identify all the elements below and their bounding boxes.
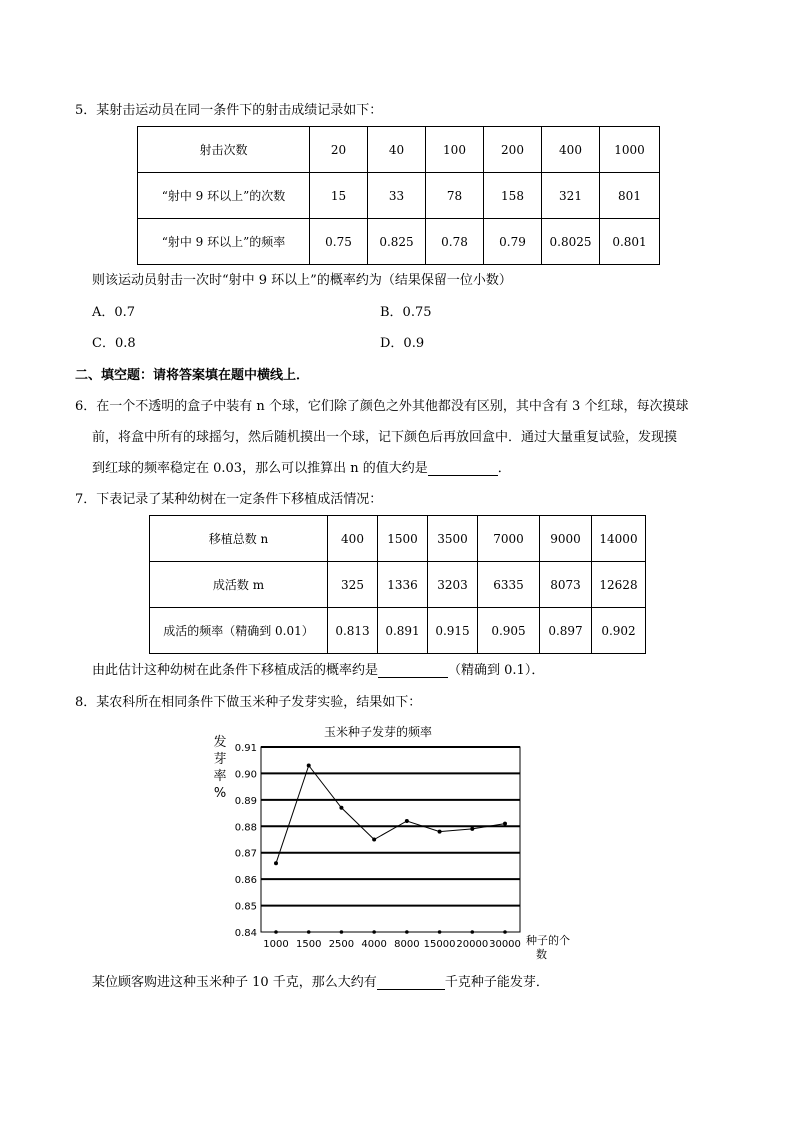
- q6-line3: [92, 462, 511, 476]
- section-2-title: 二、填空题：请将答案填在题中横线上．: [75, 368, 310, 383]
- q7-table-cell: 1500: [378, 516, 428, 562]
- q5-table-cell: 0.801: [600, 219, 660, 265]
- y-tick-label: 0.86: [234, 875, 257, 887]
- q7-table-cell: 3203: [428, 562, 478, 608]
- x-axis-marker: [274, 930, 278, 934]
- data-point: [438, 830, 442, 834]
- q7-table-row-header: 移植总数 n: [150, 516, 328, 562]
- q5-table-cell: 0.79: [484, 219, 542, 265]
- q7-table-cell: 0.902: [592, 608, 646, 654]
- q7-table-cell: 0.905: [478, 608, 540, 654]
- x-tick-label: 20000: [456, 939, 489, 950]
- q8-question-text: 某位顾客购进这种玉米种子 10 千克，那么大约有: [92, 975, 377, 990]
- q5-table-cell: 321: [542, 173, 600, 219]
- q5-table-row-header: 射击次数: [138, 127, 310, 173]
- q5-table-row-header: “射中 9 环以上”的次数: [138, 173, 310, 219]
- q8-stem: 8．某农科所在相同条件下做玉米种子发芽实验，结果如下：: [75, 695, 422, 710]
- svg-text:种子的个: 种子的个: [526, 934, 570, 947]
- y-tick-label: 0.89: [234, 795, 257, 807]
- q7-table-cell: 12628: [592, 562, 646, 608]
- q7-table-cell: 6335: [478, 562, 540, 608]
- q5-table-cell: 0.825: [368, 219, 426, 265]
- option-a: A．0.7: [92, 305, 136, 320]
- q7-after-end: （精确到 0.1）．: [448, 663, 545, 678]
- q5-table-cell: 0.8025: [542, 219, 600, 265]
- data-point: [470, 827, 474, 831]
- q7-table-cell: 3500: [428, 516, 478, 562]
- q6-line3-text: 到红球的频率稳定在 0.03，那么可以推算出 n 的值大约是: [92, 461, 428, 476]
- q5-table: [137, 126, 660, 265]
- q7-table-row: [150, 562, 646, 608]
- x-tick-label: 2500: [328, 939, 355, 950]
- x-tick-label: 8000: [394, 939, 420, 950]
- q5-table-cell: 0.78: [426, 219, 484, 265]
- x-tick-label: 1500: [295, 939, 322, 950]
- q5-table-cell: 15: [310, 173, 368, 219]
- q5-table-cell: 20: [310, 127, 368, 173]
- q7-after: [92, 664, 544, 678]
- option-d: D．0.9: [380, 336, 425, 351]
- q8-question-end: 千克种子能发芽．: [444, 975, 549, 990]
- y-tick-label: 0.90: [234, 769, 257, 781]
- x-axis-marker: [438, 930, 442, 934]
- chart-xlabel: [526, 934, 570, 961]
- q7-table-cell: 1336: [378, 562, 428, 608]
- q7-table-cell: 0.915: [428, 608, 478, 654]
- data-point: [339, 806, 343, 810]
- chart-ylabel: [213, 735, 226, 801]
- q7-table-cell: 0.891: [378, 608, 428, 654]
- data-point: [307, 764, 311, 768]
- q5-question: 则该运动员射击一次时“射中 9 环以上”的概率约为（结果保留一位小数）: [92, 273, 512, 288]
- x-tick-label: 30000: [489, 939, 521, 950]
- q6-answer-blank[interactable]: [428, 462, 498, 476]
- q5-table-row: [138, 127, 660, 173]
- x-axis-marker: [503, 930, 507, 934]
- q5-table-row-header: “射中 9 环以上”的频率: [138, 219, 310, 265]
- q7-answer-blank[interactable]: [378, 664, 448, 678]
- q7-table-cell: 9000: [540, 516, 592, 562]
- q5-table-row: [138, 219, 660, 265]
- svg-text:率: 率: [213, 769, 227, 784]
- q7-table-cell: 400: [328, 516, 378, 562]
- q5-table-cell: 801: [600, 173, 660, 219]
- option-c: C．0.8: [92, 336, 136, 351]
- chart-title: 玉米种子发芽的频率: [323, 725, 433, 739]
- q7-table-row: [150, 608, 646, 654]
- q7-table-cell: 0.813: [328, 608, 378, 654]
- q8-question: [92, 976, 549, 990]
- y-tick-label: 0.84: [234, 928, 257, 939]
- q7-table-row-header: 成活数 m: [150, 562, 328, 608]
- q5-table-cell: 1000: [600, 127, 660, 173]
- x-axis-marker: [470, 930, 474, 934]
- q5-table-cell: 0.75: [310, 219, 368, 265]
- y-tick-label: 0.85: [234, 901, 257, 913]
- y-tick-label: 0.87: [234, 848, 257, 860]
- q7-table-row: [150, 516, 646, 562]
- svg-text:发: 发: [213, 735, 227, 750]
- q5-table-cell: 40: [368, 127, 426, 173]
- germination-chart: [205, 722, 605, 962]
- svg-text:数: 数: [536, 948, 547, 961]
- data-point: [372, 838, 376, 842]
- x-axis-marker: [340, 930, 344, 934]
- x-tick-label: 4000: [361, 939, 387, 950]
- option-b: B．0.75: [380, 305, 432, 320]
- q7-table: [149, 515, 646, 654]
- x-tick-label: 1000: [263, 939, 289, 950]
- y-tick-label: 0.88: [234, 822, 257, 834]
- q7-table-cell: 8073: [540, 562, 592, 608]
- q5-table-cell: 100: [426, 127, 484, 173]
- svg-text:芽: 芽: [213, 752, 227, 767]
- q8-answer-blank[interactable]: [377, 976, 445, 990]
- q6-line3-end: ．: [497, 461, 511, 476]
- plot-area: [261, 747, 520, 932]
- data-point: [405, 819, 409, 823]
- q7-table-cell: 0.897: [540, 608, 592, 654]
- y-tick-label: 0.91: [234, 743, 257, 754]
- q7-table-cell: 325: [328, 562, 378, 608]
- x-axis-marker: [307, 930, 311, 934]
- q6-line1: 6．在一个不透明的盒子中装有 n 个球，它们除了颜色之外其他都没有区别，其中含有 3 个红球，每次摸球: [75, 399, 689, 414]
- data-point: [274, 861, 278, 865]
- x-axis-marker: [372, 930, 376, 934]
- q7-table-cell: 7000: [478, 516, 540, 562]
- q5-table-cell: 33: [368, 173, 426, 219]
- q7-stem: 7．下表记录了某种幼树在一定条件下移植成活情况：: [75, 492, 383, 507]
- x-tick-label: 15000: [423, 939, 456, 950]
- q7-after-text: 由此估计这种幼树在此条件下移植成活的概率约是: [92, 663, 379, 678]
- q5-table-cell: 400: [542, 127, 600, 173]
- q5-table-cell: 78: [426, 173, 484, 219]
- q5-stem: 5．某射击运动员在同一条件下的射击成绩记录如下：: [75, 103, 383, 118]
- q7-table-row-header: 成活的频率（精确到 0.01）: [150, 608, 328, 654]
- x-axis-marker: [405, 930, 409, 934]
- q6-line2: 前，将盒中所有的球摇匀，然后随机摸出一个球，记下颜色后再放回盒中．通过大量重复试验，发现摸: [92, 430, 678, 445]
- svg-text:%: %: [213, 786, 227, 801]
- q5-table-cell: 200: [484, 127, 542, 173]
- q5-table-row: [138, 173, 660, 219]
- series-line: [276, 766, 505, 864]
- q7-table-cell: 14000: [592, 516, 646, 562]
- data-point: [503, 822, 507, 826]
- q5-table-cell: 158: [484, 173, 542, 219]
